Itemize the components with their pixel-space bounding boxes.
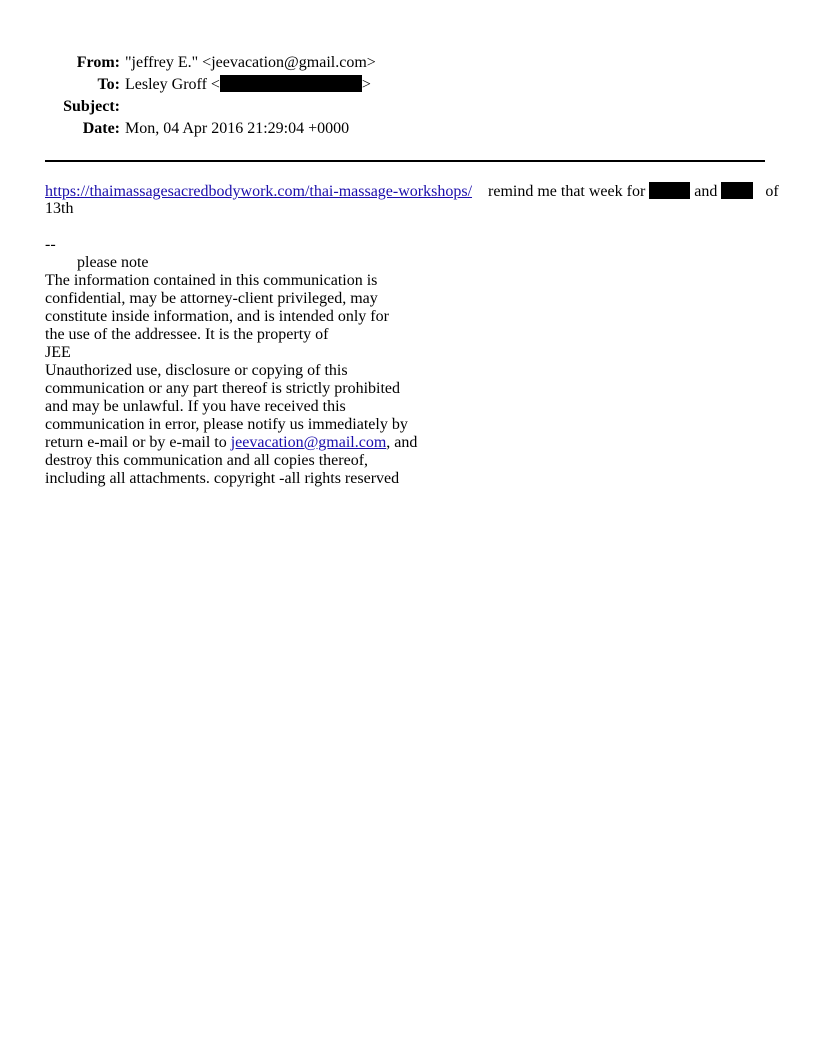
- signature-line: and may be unlawful. If you have received this: [45, 398, 346, 415]
- email-header: [45, 52, 765, 140]
- signature-line: confidential, may be attorney-client privileged, may: [45, 290, 378, 307]
- signature-line: communication in error, please notify us immediately by: [45, 416, 408, 433]
- subject-row: [45, 96, 765, 118]
- from-row: [45, 52, 765, 74]
- date-row: [45, 118, 765, 140]
- date-value: Mon, 04 Apr 2016 21:29:04 +0000: [125, 120, 350, 137]
- signature-line: The information contained in this communication is: [45, 272, 378, 289]
- date-label: Date:: [82, 120, 120, 137]
- signature-line: including all attachments. copyright -all rights reserved: [45, 470, 400, 487]
- signature-dashes: --: [45, 236, 56, 253]
- to-name: Lesley Groff <: [125, 76, 220, 93]
- to-value: [125, 74, 371, 96]
- message-line-1: [45, 182, 779, 201]
- return-suffix: , and: [386, 434, 418, 451]
- redaction-box: [220, 75, 362, 92]
- message-text-of: of: [765, 183, 779, 200]
- from-value: "jeffrey E." <jeevacation@gmail.com>: [125, 54, 376, 71]
- to-close: >: [361, 76, 371, 93]
- signature-block: [45, 236, 417, 488]
- return-prefix: return e-mail or by e-mail to: [45, 434, 231, 451]
- subject-label: Subject:: [63, 98, 120, 115]
- workshop-link[interactable]: https://thaimassagesacredbodywork.com/thai-massage-workshops/: [45, 183, 473, 200]
- signature-line: constitute inside information, and is intended only for: [45, 308, 389, 325]
- header-divider: [45, 160, 765, 162]
- message-text-and: and: [694, 183, 718, 200]
- from-label: From:: [76, 54, 120, 71]
- redaction-box: [721, 182, 753, 199]
- signature-line: Unauthorized use, disclosure or copying of this: [45, 362, 348, 379]
- signature-line: JEE: [45, 344, 71, 361]
- signature-line: destroy this communication and all copies thereof,: [45, 452, 369, 469]
- message-text-a: remind me that week for: [488, 183, 646, 200]
- signature-line: communication or any part thereof is strictly prohibited: [45, 380, 401, 397]
- signature-note: please note: [77, 254, 149, 271]
- email-link[interactable]: jeevacation@gmail.com: [230, 434, 387, 451]
- redaction-box: [649, 182, 690, 199]
- signature-return-line: [45, 434, 417, 452]
- to-row: [45, 74, 765, 96]
- signature-line: the use of the addressee. It is the property of: [45, 326, 329, 343]
- message-line-2: 13th: [45, 200, 74, 217]
- to-label: To:: [97, 76, 120, 93]
